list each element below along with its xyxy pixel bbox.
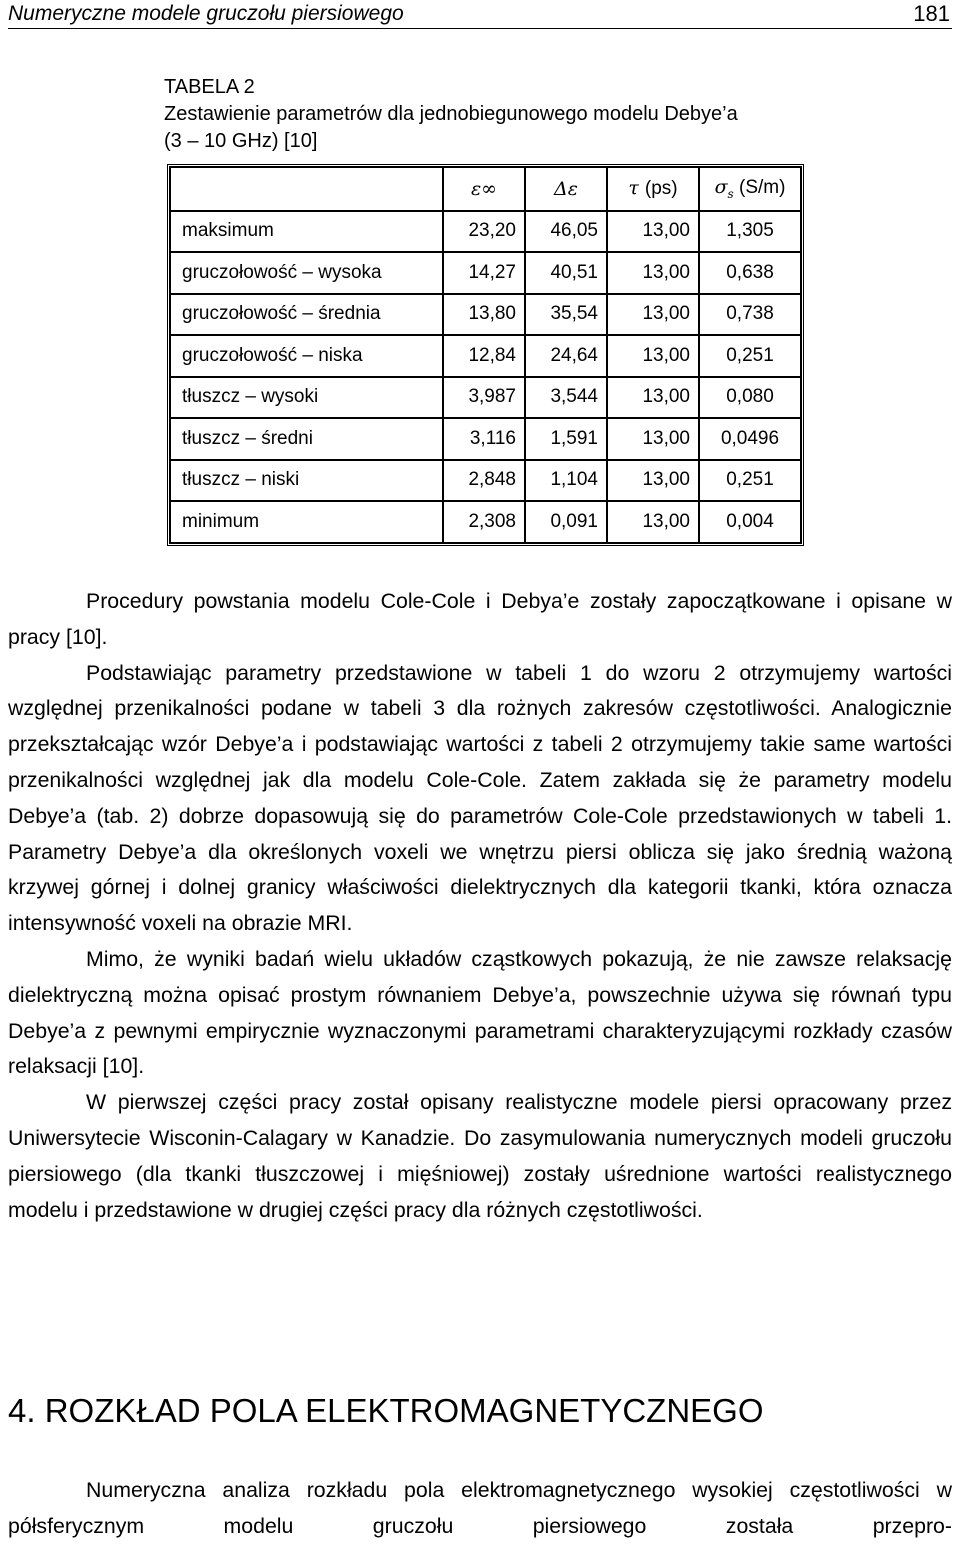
row-label: tłuszcz – średni: [170, 418, 443, 460]
debye-parameters-table: [167, 164, 804, 546]
row-label: tłuszcz – niski: [170, 460, 443, 502]
table-label: TABELA 2: [164, 76, 255, 98]
table-cell: 0,638: [699, 252, 801, 294]
table-cell: 1,305: [699, 211, 801, 253]
table-cell: 2,848: [443, 460, 525, 502]
table-cell: 24,64: [525, 335, 607, 377]
header-eps-inf: ε∞: [443, 167, 525, 211]
table-row: [170, 501, 801, 543]
table-cell: 0,004: [699, 501, 801, 543]
running-head: [8, 0, 952, 29]
table-caption-line-1: Zestawienie parametrów dla jednobiegunowego modelu Debye’a: [164, 103, 738, 125]
header-delta-eps: Δε: [525, 167, 607, 211]
row-label: gruczołowość – wysoka: [170, 252, 443, 294]
table-cell: 12,84: [443, 335, 525, 377]
section-heading: 4. ROZKŁAD POLA ELEKTROMAGNETYCZNEGO: [8, 1392, 764, 1429]
table-corner-cell: [170, 167, 443, 211]
paragraph-1: Procedury powstania modelu Cole-Cole i Debya’e zostały zapoczątkowane i opisane w pracy [10].: [8, 589, 952, 649]
table-caption-line-2: (3 – 10 GHz) [10]: [164, 130, 318, 152]
table-cell: 1,591: [525, 418, 607, 460]
table-cell: 13,00: [607, 211, 699, 253]
table-cell: 13,80: [443, 294, 525, 336]
page-number: 181: [913, 1, 950, 26]
row-label: maksimum: [170, 211, 443, 253]
paragraph-3: Mimo, że wyniki badań wielu układów cząstkowych pokazują, że nie zawsze relaksację dielektryczną można opisać prostym równaniem Debye’a, powszechnie używa się równań typu Debye’a z pewnymi empirycznie wyznaczonymi parametrami charakteryzującymi rozkłady czasów relaksacji [10].: [8, 946, 952, 1079]
table-cell: 0,251: [699, 335, 801, 377]
table-cell: 0,0496: [699, 418, 801, 460]
table-cell: 2,308: [443, 501, 525, 543]
table-cell: 46,05: [525, 211, 607, 253]
table-row: [170, 294, 801, 336]
table-cell: 13,00: [607, 294, 699, 336]
body-text: [8, 584, 952, 1228]
row-label: gruczołowość – średnia: [170, 294, 443, 336]
table-cell: 40,51: [525, 252, 607, 294]
table-cell: 3,987: [443, 377, 525, 419]
table-row: [170, 252, 801, 294]
table-body: [170, 211, 801, 543]
table-cell: 13,00: [607, 252, 699, 294]
table-row: [170, 460, 801, 502]
running-head-title: Numeryczne modele gruczołu piersiowego: [8, 2, 404, 25]
table-caption: [164, 74, 738, 155]
table-cell: 0,738: [699, 294, 801, 336]
table-cell: 3,116: [443, 418, 525, 460]
paragraph-4: W pierwszej części pracy został opisany realistyczne modele piersi opracowany przez Uniwersytecie Wisconin-Calagary w Kanadzie. Do zasymulowania numerycznych modeli gruczołu piersiowego (dla tkanki tłuszczowej i mięśniowej) zostały uśrednione wartości realistycznego modelu i przedstawione w drugiej części pracy dla różnych częstotliwości.: [8, 1090, 952, 1222]
table-cell: 3,544: [525, 377, 607, 419]
table-cell: 35,54: [525, 294, 607, 336]
header-sigma: $\sigma_s$ (S/m): [699, 167, 801, 211]
table-row: [170, 418, 801, 460]
table-row: [170, 335, 801, 377]
table-cell: 23,20: [443, 211, 525, 253]
row-label: minimum: [170, 501, 443, 543]
table-cell: 0,251: [699, 460, 801, 502]
row-label: gruczołowość – niska: [170, 335, 443, 377]
table-cell: 0,080: [699, 377, 801, 419]
table-cell: 0,091: [525, 501, 607, 543]
table-cell: 13,00: [607, 377, 699, 419]
table-cell: 14,27: [443, 252, 525, 294]
row-label: tłuszcz – wysoki: [170, 377, 443, 419]
table-header-row: [170, 167, 801, 211]
table-cell: 13,00: [607, 335, 699, 377]
header-tau: τ (ps): [607, 167, 699, 211]
section-text: [8, 1473, 952, 1545]
table-cell: 1,104: [525, 460, 607, 502]
table-cell: 13,00: [607, 418, 699, 460]
table-row: [170, 211, 801, 253]
section-paragraph-1: Numeryczna analiza rozkładu pola elektromagnetycznego wysokiej częstotliwości w półsferycznym modelu gruczołu piersiowego została przepro-: [8, 1478, 952, 1538]
table-cell: 13,00: [607, 460, 699, 502]
table-row: [170, 377, 801, 419]
table-cell: 13,00: [607, 501, 699, 543]
paragraph-2: Podstawiając parametry przedstawione w tabeli 1 do wzoru 2 otrzymujemy wartości względnej przenikalności podane w tabeli 3 dla rożnych zakresów częstotliwości. Analogicznie przekształcając wzór Debye’a i podstawiając wartości z tabeli 2 otrzymujemy takie same wartości przenikalności względnej jak dla modelu Cole-Cole. Zatem zakłada się że parametry modelu Debye’a (tab. 2) dobrze dopasowują się do parametrów Cole-Cole przedstawionych w tabeli 1. Parametry Debye’a dla określonych voxeli we wnętrzu piersi oblicza się jako średnią ważoną krzywej górnej i dolnej granicy właściwości dielektrycznych dla kategorii tkanki, która oznacza intensywność voxeli na obrazie MRI.: [8, 660, 952, 936]
